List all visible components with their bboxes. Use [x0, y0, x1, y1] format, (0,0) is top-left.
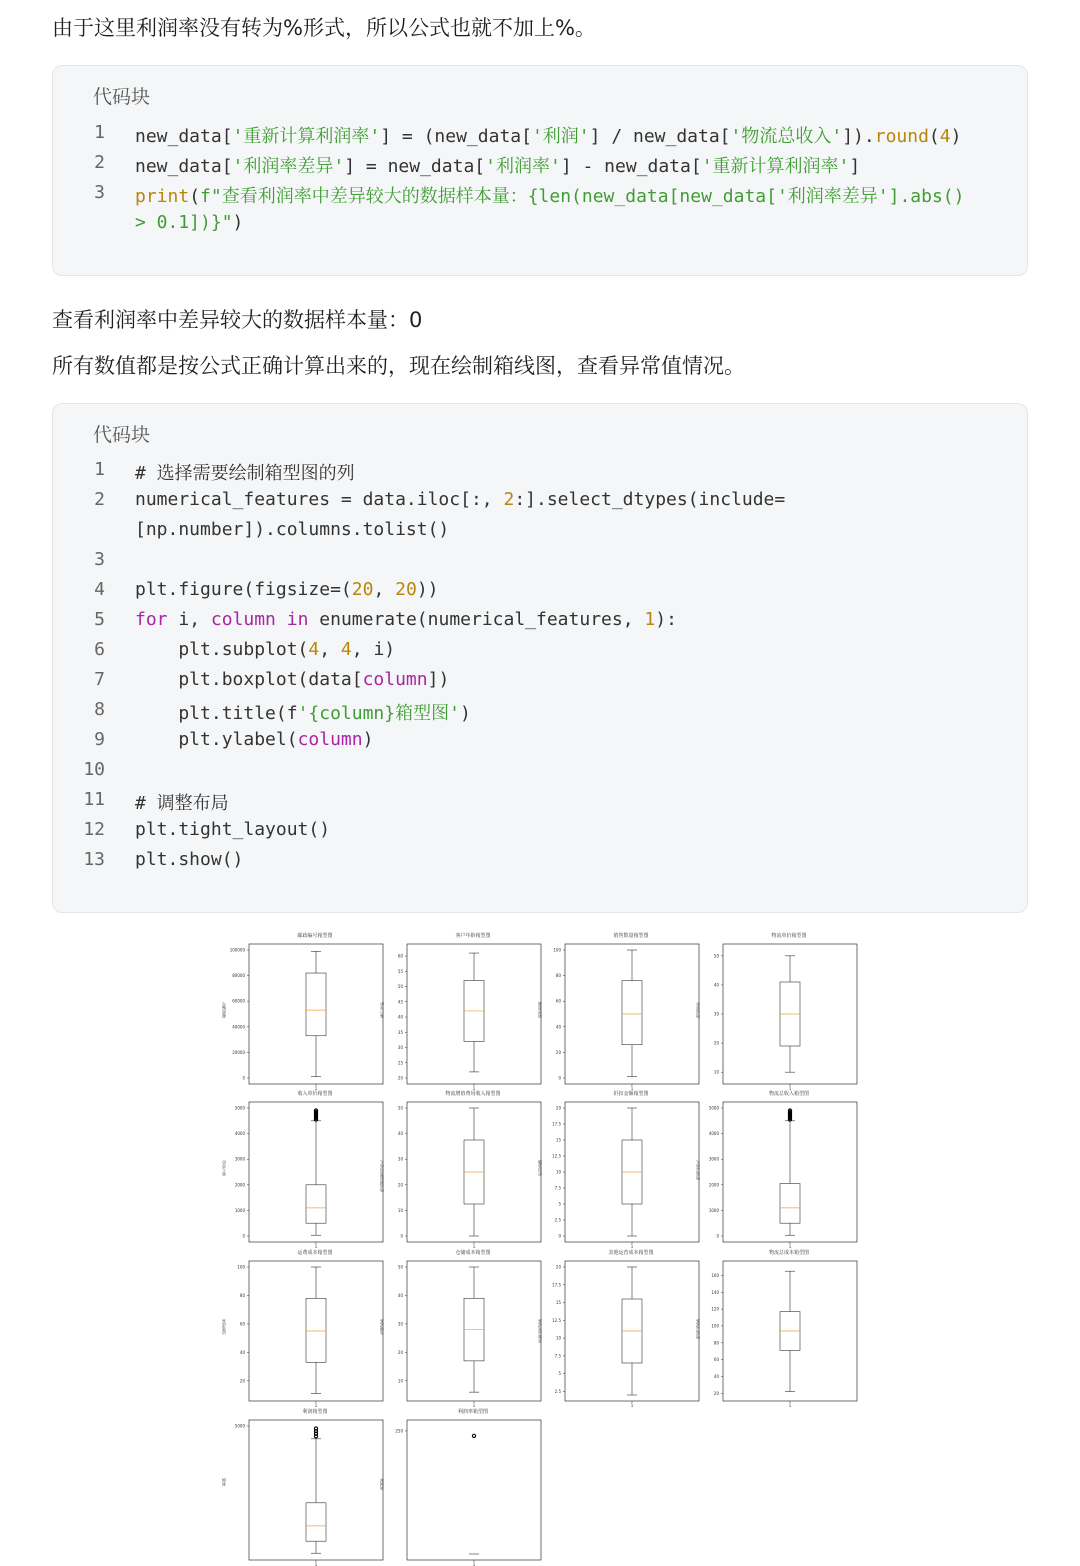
box	[306, 1503, 326, 1541]
y-tick-label: 40000	[232, 1024, 245, 1030]
boxplot-svg	[220, 932, 380, 1090]
y-tick-label: 4000	[234, 1131, 245, 1137]
y-axis-label: 物流总成本	[695, 1319, 700, 1339]
y-tick-label: 60	[713, 1357, 719, 1363]
chart-title: 收入单价箱型图	[297, 1091, 333, 1097]
description-text: 所有数值都是按公式正确计算出来的，现在绘制箱线图，查看异常值情况。	[52, 354, 745, 378]
outlier-point	[314, 1427, 317, 1430]
boxplot-svg	[220, 1090, 380, 1248]
y-tick-label: 40	[555, 1024, 561, 1030]
chart-title: 物流总成本箱型图	[768, 1250, 809, 1256]
chart-title: 物流单价箱型图	[771, 933, 807, 939]
code-text: plt.ylabel(column)	[135, 729, 374, 750]
code-block-1	[52, 65, 1028, 276]
line-number: 2	[94, 489, 105, 510]
y-tick-label: 7.5	[554, 1353, 561, 1359]
y-tick-label: 40	[713, 1373, 719, 1379]
code-line	[53, 729, 374, 759]
y-tick-label: 40	[397, 1014, 403, 1020]
code-line	[53, 122, 962, 152]
y-tick-label: 30	[397, 1156, 403, 1162]
x-tick-label: 1	[630, 1403, 634, 1408]
boxplot-panel	[220, 1090, 380, 1248]
y-tick-label: 10	[555, 1335, 561, 1341]
y-tick-label: 3000	[708, 1156, 719, 1162]
code-text: # 调整布局	[135, 793, 229, 814]
y-tick-label: 20	[555, 1105, 561, 1111]
y-tick-label: 10	[397, 1207, 403, 1213]
y-tick-label: 5	[558, 1371, 561, 1377]
code-line	[53, 182, 965, 212]
y-axis-label: 运费成本	[221, 1319, 226, 1335]
x-tick-label: 1	[314, 1086, 318, 1091]
y-tick-label: 80	[555, 973, 561, 979]
boxplot-panel	[536, 1090, 696, 1248]
chart-title: 物流总收入箱型图	[768, 1091, 809, 1097]
y-tick-label: 15	[555, 1300, 561, 1306]
code-line	[53, 789, 229, 819]
y-axis-label: 利润	[221, 1478, 226, 1486]
code-text: for i, column in enumerate(numerical_features, 1):	[135, 609, 677, 630]
y-tick-label: 20	[555, 1049, 561, 1055]
y-tick-label: 1000	[234, 1207, 245, 1213]
boxplot-panel	[536, 1249, 696, 1407]
box	[306, 1298, 326, 1362]
y-tick-label: 40	[239, 1349, 245, 1355]
y-tick-label: 100	[237, 1264, 245, 1270]
boxplot-svg	[378, 932, 538, 1090]
code-line	[53, 549, 105, 579]
y-axis-label: 物流单价	[695, 1002, 700, 1018]
line-number: 5	[94, 609, 105, 630]
x-tick-label: 1	[630, 1086, 634, 1091]
x-tick-label: 1	[788, 1244, 792, 1249]
y-tick-label: 100	[711, 1323, 719, 1329]
y-tick-label: 20	[713, 1040, 719, 1046]
x-tick-label: 1	[788, 1086, 792, 1091]
y-tick-label: 0	[558, 1233, 561, 1239]
y-tick-label: 100000	[229, 947, 245, 953]
axes-frame	[407, 1420, 541, 1560]
y-axis-label: 折扣金额	[537, 1160, 542, 1176]
y-axis-label: 仓储成本	[379, 1319, 384, 1335]
y-tick-label: 20	[397, 1075, 403, 1081]
boxplot-panel	[694, 1090, 854, 1248]
box	[622, 981, 642, 1045]
boxplot-svg	[536, 1090, 696, 1248]
boxplot-panel	[694, 932, 854, 1090]
code-line	[53, 669, 450, 699]
x-tick-label: 1	[472, 1244, 476, 1249]
y-tick-label: 80000	[232, 973, 245, 979]
y-tick-label: 2.5	[554, 1217, 561, 1223]
y-tick-label: 40	[397, 1131, 403, 1137]
chart-title: 利润箱型图	[302, 1409, 328, 1415]
boxplot-svg	[536, 932, 696, 1090]
chart-title: 客户年龄箱型图	[455, 933, 491, 939]
y-axis-label: 收入单价	[221, 1160, 226, 1176]
y-axis-label: 邮政编号	[221, 1002, 226, 1018]
y-tick-label: 30	[397, 1045, 403, 1051]
chart-title: 仓储成本箱型图	[455, 1250, 491, 1256]
y-tick-label: 35	[397, 1029, 403, 1035]
y-tick-label: 50	[397, 1264, 403, 1270]
y-tick-label: 17.5	[552, 1282, 561, 1288]
code-line	[53, 152, 861, 182]
y-axis-label: 物流总收入	[695, 1160, 700, 1180]
y-tick-label: 100	[553, 947, 561, 953]
boxplot-figure	[220, 932, 870, 1566]
y-tick-label: 7.5	[554, 1185, 561, 1191]
line-number: 2	[94, 152, 105, 173]
code-text: print(f"查看利润率中差异较大的数据样本量：{len(new_data[new_data['利润率差异'].abs()	[135, 186, 965, 207]
boxplot-panel	[220, 1249, 380, 1407]
code-text: plt.boxplot(data[column])	[135, 669, 450, 690]
y-tick-label: 50	[397, 1105, 403, 1111]
line-number: 8	[94, 699, 105, 720]
chart-title: 利润率箱型图	[457, 1409, 488, 1415]
boxplot-panel	[220, 932, 380, 1090]
y-tick-label: 60	[397, 953, 403, 959]
y-tick-label: 0	[400, 1233, 403, 1239]
y-tick-label: 10	[713, 1069, 719, 1075]
boxplot-svg	[536, 1249, 696, 1407]
code-text: # 选择需要绘制箱型图的列	[135, 463, 355, 484]
outlier-point	[472, 1434, 475, 1437]
boxplot-panel	[378, 1090, 538, 1248]
code-line	[53, 699, 471, 729]
y-tick-label: 50	[397, 984, 403, 990]
y-tick-label: 20	[555, 1264, 561, 1270]
y-tick-label: 160	[711, 1272, 719, 1278]
y-tick-label: 40	[713, 982, 719, 988]
x-tick-label: 1	[314, 1403, 318, 1408]
box	[780, 1184, 800, 1224]
chart-title: 邮政编号箱型图	[297, 933, 333, 939]
intro-text: 由于这里利润率没有转为%形式，所以公式也就不加上%。	[52, 16, 596, 40]
code-line	[53, 519, 450, 549]
code-text: [np.number]).columns.tolist()	[135, 519, 450, 540]
x-tick-label: 1	[472, 1562, 476, 1566]
y-tick-label: 80	[239, 1292, 245, 1298]
y-axis-label: 物流增值费用收入	[379, 1160, 384, 1192]
boxplot-panel	[220, 1408, 380, 1566]
boxplot-panel	[378, 1249, 538, 1407]
box	[306, 1185, 326, 1223]
y-axis-label: 客户年龄	[379, 1002, 384, 1018]
y-tick-label: 10	[397, 1378, 403, 1384]
code-text: plt.title(f'{column}箱型图')	[135, 703, 471, 724]
y-axis-label: 销售数量	[537, 1002, 542, 1018]
chart-title: 销售数量箱型图	[613, 933, 649, 939]
code-text: new_data['利润率差异'] = new_data['利润率'] - new_data['重新计算利润率']	[135, 156, 861, 177]
y-tick-label: 60	[239, 1321, 245, 1327]
y-tick-label: 2000	[234, 1182, 245, 1188]
y-tick-label: 60	[555, 998, 561, 1004]
code-text: plt.show()	[135, 849, 244, 870]
line-number: 12	[83, 819, 105, 840]
code-line	[53, 849, 244, 879]
y-tick-label: 30	[397, 1321, 403, 1327]
y-tick-label: 12.5	[552, 1317, 561, 1323]
code-block-title: 代码块	[93, 424, 151, 446]
boxplot-svg	[694, 932, 854, 1090]
chart-title: 其他运营成本箱型图	[608, 1250, 654, 1256]
y-tick-label: 60000	[232, 998, 245, 1004]
boxplot-svg	[220, 1408, 380, 1566]
y-tick-label: 5000	[234, 1105, 245, 1111]
boxplot-panel	[378, 1408, 538, 1566]
y-tick-label: 0	[716, 1233, 719, 1239]
y-axis-label: 其他运营成本	[537, 1319, 542, 1343]
y-tick-label: 40	[397, 1292, 403, 1298]
code-text: new_data['重新计算利润率'] = (new_data['利润'] / new_data['物流总收入']).round(4)	[135, 126, 962, 147]
y-axis-label: 利润率	[379, 1478, 384, 1490]
line-number: 1	[94, 122, 105, 143]
y-tick-label: 4000	[708, 1131, 719, 1137]
y-tick-label: 17.5	[552, 1121, 561, 1127]
x-tick-label: 1	[314, 1244, 318, 1249]
code-line	[53, 459, 355, 489]
y-tick-label: 1000	[708, 1207, 719, 1213]
code-line	[53, 819, 331, 849]
code-text: plt.subplot(4, 4, i)	[135, 639, 396, 660]
chart-title: 物流增值费用收入箱型图	[445, 1091, 501, 1097]
box	[306, 973, 326, 1036]
y-tick-label: 25	[397, 1060, 403, 1066]
boxplot-panel	[378, 932, 538, 1090]
y-tick-label: 5000	[708, 1105, 719, 1111]
code-block-title: 代码块	[93, 86, 151, 108]
boxplot-svg	[378, 1249, 538, 1407]
code-line	[53, 212, 244, 242]
y-tick-label: 12.5	[552, 1153, 561, 1159]
y-tick-label: 5	[558, 1201, 561, 1207]
y-tick-label: 20	[397, 1349, 403, 1355]
y-tick-label: 20	[397, 1182, 403, 1188]
line-number: 3	[94, 549, 105, 570]
x-tick-label: 1	[314, 1562, 318, 1566]
code-line	[53, 759, 105, 789]
y-tick-label: 10	[555, 1169, 561, 1175]
line-number: 3	[94, 182, 105, 203]
code-line	[53, 609, 677, 639]
y-tick-label: 250	[395, 1428, 403, 1434]
y-tick-label: 0	[242, 1233, 245, 1239]
y-tick-label: 20000	[232, 1049, 245, 1055]
boxplot-svg	[378, 1090, 538, 1248]
chart-title: 折扣金额箱型图	[613, 1091, 649, 1097]
x-tick-label: 1	[472, 1086, 476, 1091]
line-number: 9	[94, 729, 105, 750]
y-tick-label: 15	[555, 1137, 561, 1143]
y-tick-label: 0	[242, 1075, 245, 1081]
line-number: 13	[83, 849, 105, 870]
x-tick-label: 1	[472, 1403, 476, 1408]
line-number: 7	[94, 669, 105, 690]
line-number: 1	[94, 459, 105, 480]
y-tick-label: 2.5	[554, 1388, 561, 1394]
y-tick-label: 120	[711, 1306, 719, 1312]
y-tick-label: 20	[239, 1378, 245, 1384]
boxplot-panel	[536, 932, 696, 1090]
line-number: 4	[94, 579, 105, 600]
boxplot-svg	[220, 1249, 380, 1407]
x-tick-label: 1	[788, 1403, 792, 1408]
line-number: 6	[94, 639, 105, 660]
y-tick-label: 140	[711, 1289, 719, 1295]
y-tick-label: 30	[713, 1011, 719, 1017]
y-tick-label: 0	[558, 1075, 561, 1081]
line-number: 10	[83, 759, 105, 780]
code-text: > 0.1])}")	[135, 212, 244, 233]
y-tick-label: 2000	[708, 1182, 719, 1188]
y-tick-label: 3000	[234, 1156, 245, 1162]
x-tick-label: 1	[630, 1244, 634, 1249]
code-text: numerical_features = data.iloc[:, 2:].select_dtypes(include=	[135, 489, 786, 510]
code-text: plt.tight_layout()	[135, 819, 331, 840]
boxplot-svg	[694, 1090, 854, 1248]
code-line	[53, 489, 786, 519]
boxplot-svg	[694, 1249, 854, 1407]
boxplot-svg	[378, 1408, 538, 1566]
y-tick-label: 55	[397, 968, 403, 974]
boxplot-panel	[694, 1249, 854, 1407]
code-block-2	[52, 403, 1028, 913]
y-tick-label: 20	[713, 1390, 719, 1396]
code-text: plt.figure(figsize=(20, 20))	[135, 579, 439, 600]
y-tick-label: 80	[713, 1340, 719, 1346]
line-number: 11	[83, 789, 105, 810]
output-text: 查看利润率中差异较大的数据样本量：0	[52, 308, 423, 332]
code-line	[53, 579, 439, 609]
y-tick-label: 45	[397, 999, 403, 1005]
chart-title: 运费成本箱型图	[297, 1250, 333, 1256]
y-tick-label: 50	[713, 953, 719, 959]
code-line	[53, 639, 396, 669]
y-tick-label: 5000	[234, 1423, 245, 1429]
